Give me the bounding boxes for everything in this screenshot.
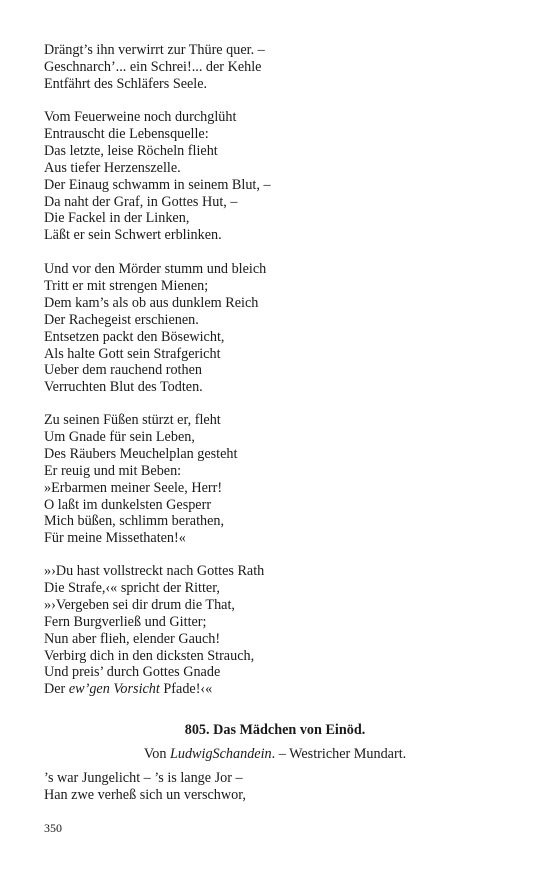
verse-line: »Erbarmen meiner Seele, Herr! bbox=[44, 479, 223, 496]
stanza-3 bbox=[44, 261, 514, 396]
italic-phrase: ew’gen Vorsicht bbox=[68, 681, 160, 698]
poem-byline bbox=[0, 746, 550, 763]
verse-line: Da naht der Graf, in Gottes Hut, – bbox=[44, 193, 238, 210]
verse-line: Mich büßen, schlimm berathen, bbox=[44, 513, 225, 530]
stanza-4 bbox=[44, 412, 514, 547]
verse-line: Entfährt des Schläfers Seele. bbox=[44, 75, 208, 92]
author-name: LudwigSchandein bbox=[169, 746, 272, 762]
verse-line: Der Rachegeist erschienen. bbox=[44, 311, 199, 328]
verse-line: Entsetzen packt den Bösewicht, bbox=[44, 328, 225, 345]
verse-line: Entrauscht die Lebensquelle: bbox=[44, 125, 209, 142]
verse-line: Dem kam’s als ob aus dunklem Reich bbox=[44, 294, 259, 311]
verse-line: Fern Burgverließ und Gitter; bbox=[44, 613, 207, 630]
verse-line: Für meine Missethaten!« bbox=[44, 530, 186, 547]
poem-heading: 805. Das Mädchen von Einöd. bbox=[184, 722, 366, 738]
verse-line: Han zwe verheß sich un verschwor, bbox=[44, 786, 246, 803]
verse-line: O laßt im dunkelsten Gesperr bbox=[44, 496, 212, 513]
verse-line: Ueber dem rauchend rothen bbox=[44, 362, 202, 379]
verse-line: Und vor den Mörder stumm und bleich bbox=[44, 261, 267, 277]
verse-line: Verbirg dich in den dicksten Strauch, bbox=[44, 647, 255, 664]
verse-line: Des Räubers Meuchelplan gesteht bbox=[44, 445, 238, 462]
verse-line: Vom Feuerweine noch durchglüht bbox=[44, 109, 237, 125]
verse-line: Die Strafe,‹« spricht der Ritter, bbox=[44, 579, 220, 596]
next-poem-stanza bbox=[44, 770, 514, 804]
verse-line: Aus tiefer Herzenszelle. bbox=[44, 159, 181, 176]
verse-line: Als halte Gott sein Strafgericht bbox=[44, 345, 221, 362]
verse-line: »›Du hast vollstreckt nach Gottes Rath bbox=[44, 563, 265, 579]
verse-line: ’s war Jungelicht – ’s is lange Jor – bbox=[44, 770, 243, 786]
verse-line: Verruchten Blut des Todten. bbox=[44, 379, 203, 396]
verse-line: Das letzte, leise Röcheln flieht bbox=[44, 142, 218, 159]
stanza-1 bbox=[44, 42, 514, 93]
verse-line: »›Vergeben sei dir drum die That, bbox=[44, 596, 235, 613]
verse-line: Drängt’s ihn verwirrt zur Thüre quer. – bbox=[44, 42, 265, 58]
verse-line: Nun aber flieh, elender Gauch! bbox=[44, 630, 221, 647]
verse-line: Die Fackel in der Linken, bbox=[44, 210, 190, 227]
verse-line: Zu seinen Füßen stürzt er, fleht bbox=[44, 412, 221, 428]
verse-line: Der Einaug schwamm in seinem Blut, – bbox=[44, 176, 271, 193]
verse-line: Geschnarch’... ein Schrei!... der Kehle bbox=[44, 58, 262, 75]
verse-line: Er reuig und mit Beben: bbox=[44, 462, 182, 479]
verse-line-last bbox=[44, 681, 514, 698]
stanza-5 bbox=[44, 563, 514, 698]
verse-line: Um Gnade für sein Leben, bbox=[44, 428, 195, 445]
verse-line: Läßt er sein Schwert erblinken. bbox=[44, 227, 222, 244]
verse-line: Tritt er mit strengen Mienen; bbox=[44, 277, 209, 294]
verse-line: Und preis’ durch Gottes Gnade bbox=[44, 664, 221, 681]
verse-text: Pfade!‹« bbox=[159, 681, 213, 698]
byline-prefix: Von bbox=[143, 746, 170, 762]
byline-suffix: . – Westricher Mundart. bbox=[271, 746, 407, 762]
page-number: 350 bbox=[44, 821, 62, 835]
verse-text: Der bbox=[44, 681, 69, 698]
stanza-2 bbox=[44, 109, 514, 244]
